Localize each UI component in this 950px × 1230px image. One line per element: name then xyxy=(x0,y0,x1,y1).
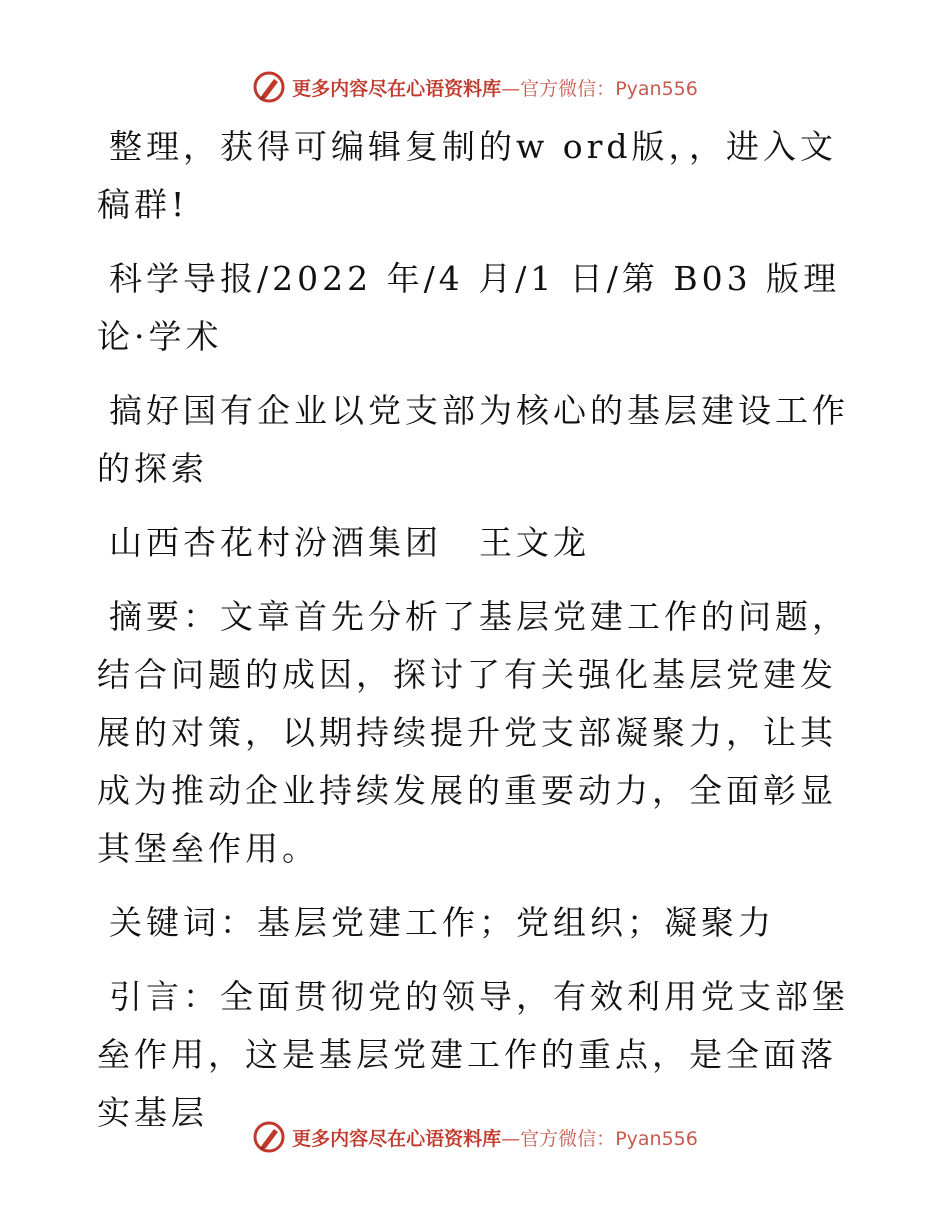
banner-main-text: 更多内容尽在心语资料库 xyxy=(292,1127,502,1150)
paragraph-author: 山西杏花村汾酒集团 王文龙 xyxy=(109,523,590,562)
banner-account-id: Pyan556 xyxy=(615,77,698,100)
pen-circle-icon xyxy=(252,70,286,104)
banner-account-label: 官方微信： xyxy=(520,77,616,100)
paragraph-keywords: 关键词：基层党建工作；党组织；凝聚力 xyxy=(109,903,775,942)
banner-account-id: Pyan556 xyxy=(615,1127,698,1150)
document-body xyxy=(97,118,857,1158)
paragraph-notice: 整理，获得可编辑复制的w ord版，，进入文稿群! xyxy=(97,127,838,224)
banner-text xyxy=(292,1124,698,1151)
banner-dash: — xyxy=(501,1127,521,1150)
paragraph-source: 科学导报/2022 年/4 月/1 日/第 B03 版理论·学术 xyxy=(97,259,841,356)
header-banner xyxy=(0,70,950,104)
paragraph-abstract: 摘要：文章首先分析了基层党建工作的问题，结合问题的成因，探讨了有关强化基层党建发展的对策，以期持续提升党支部凝聚力，让其成为推动企业持续发展的重要动力，全面彰显其堡垒作用。 xyxy=(97,597,849,868)
banner-main-text: 更多内容尽在心语资料库 xyxy=(292,77,502,100)
paragraph-introduction: 引言：全面贯彻党的领导，有效利用党支部堡垒作用，这是基层党建工作的重点，是全面落实基层 xyxy=(97,977,849,1132)
paragraph-title: 搞好国有企业以党支部为核心的基层建设工作的探索 xyxy=(97,391,849,488)
footer-banner xyxy=(0,1120,950,1154)
banner-text xyxy=(292,74,698,101)
banner-account-label: 官方微信： xyxy=(520,1127,616,1150)
pen-circle-icon xyxy=(252,1120,286,1154)
banner-dash: — xyxy=(501,77,521,100)
